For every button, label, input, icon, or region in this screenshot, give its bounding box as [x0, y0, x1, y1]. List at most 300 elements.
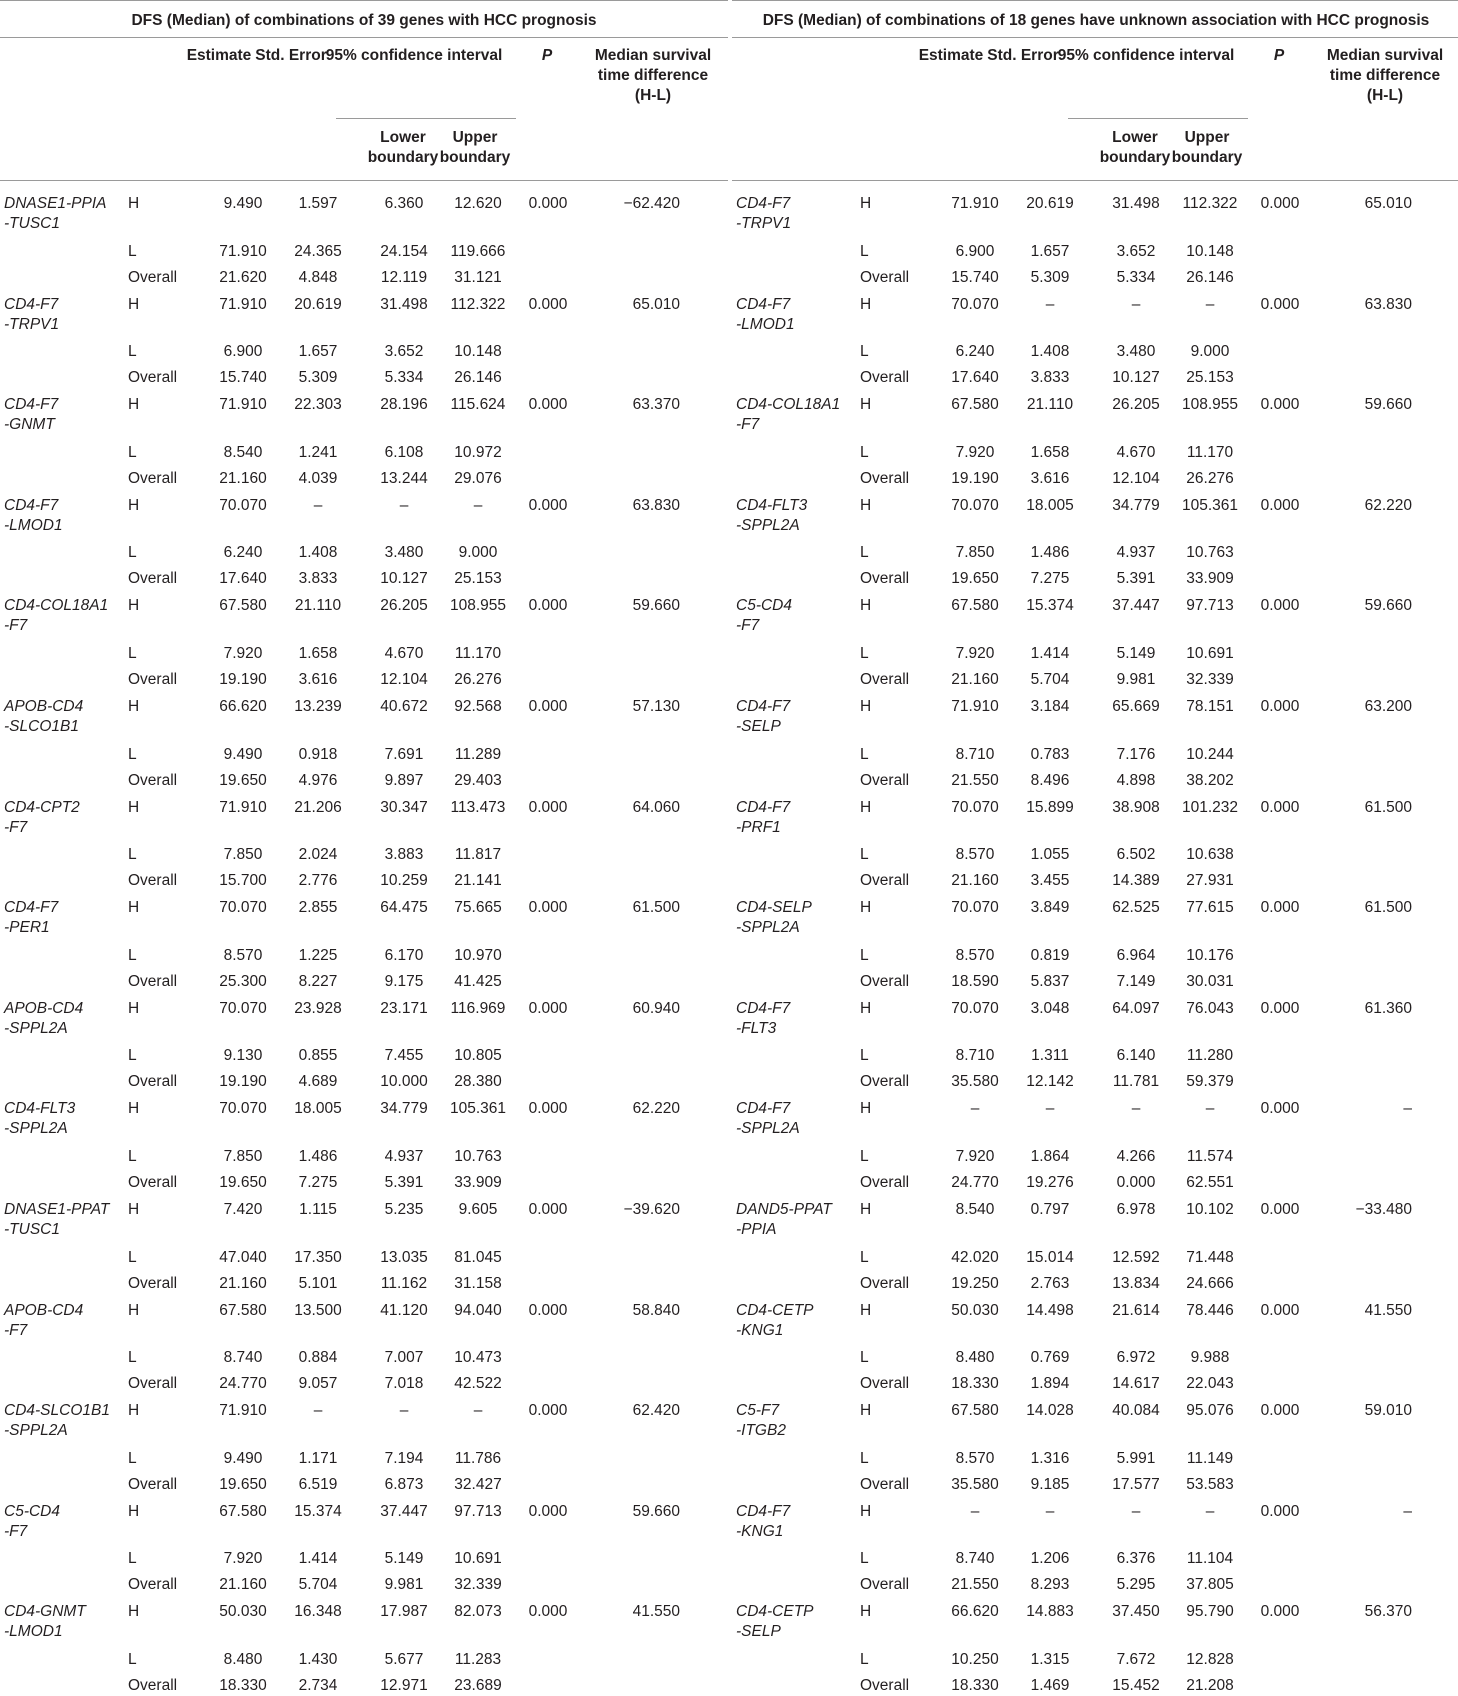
ci-upper-value: 9.605 — [458, 1201, 498, 1218]
p-value: 0.000 — [528, 1502, 568, 1520]
gene-combination: -SPPL2A — [736, 1120, 800, 1138]
group-label: Overall — [860, 570, 910, 588]
ci-lower-value: 4.898 — [1116, 771, 1156, 789]
ci-lower-value: 7.672 — [1116, 1650, 1156, 1668]
group-label: H — [860, 195, 872, 212]
std-error-value: 4.848 — [298, 268, 338, 286]
header-divider — [732, 180, 1458, 181]
estimate-value: 19.650 — [219, 771, 267, 789]
ci-lower-value: 5.149 — [1116, 644, 1156, 662]
gene-combination: APOB-CD4 — [4, 999, 84, 1017]
ci-upper-value: 11.170 — [1186, 443, 1234, 461]
estimate-value: 24.770 — [951, 1173, 999, 1191]
ci-upper-value: 9.000 — [458, 544, 498, 562]
median-diff: 59.660 — [632, 597, 680, 615]
group-label: H — [860, 1201, 872, 1218]
ci-lower-value: 15.452 — [1112, 1676, 1160, 1694]
std-error-value: 5.837 — [1030, 972, 1070, 990]
ci-lower-value: 9.897 — [384, 771, 424, 789]
p-value: 0.000 — [528, 496, 568, 514]
std-error-value: 2.776 — [298, 872, 338, 890]
estimate-value: 24.770 — [219, 1375, 267, 1393]
gene-combination: -TUSC1 — [4, 215, 60, 232]
ci-upper-value: 10.176 — [1186, 946, 1234, 964]
estimate-value: 21.160 — [951, 872, 999, 890]
group-label: Overall — [128, 1475, 178, 1493]
std-error-value: – — [1045, 295, 1055, 313]
std-error-value: 3.048 — [1030, 999, 1070, 1017]
estimate-value: 21.160 — [219, 469, 267, 487]
ci-lower-value: 17.987 — [380, 1603, 428, 1621]
ci-lower-value: 3.480 — [1116, 343, 1156, 361]
std-error-value: 1.894 — [1030, 1375, 1070, 1393]
ci-lower-value: 5.334 — [1116, 268, 1156, 286]
ci-lower-value: 40.672 — [380, 698, 428, 715]
gene-combination: CD4-F7 — [4, 396, 59, 414]
ci-lower-value: 17.577 — [1112, 1475, 1160, 1493]
group-label: L — [128, 846, 137, 864]
p-value: 0.000 — [1260, 597, 1300, 615]
group-label: L — [860, 946, 869, 964]
gene-combination: C5-F7 — [736, 1402, 780, 1420]
ci-upper-value: 10.972 — [454, 443, 502, 461]
ci-lower-value: 5.235 — [384, 1201, 424, 1218]
p-value: 0.000 — [1260, 698, 1300, 715]
header-median-diff: Median survival — [1326, 47, 1444, 64]
group-label: L — [860, 1047, 869, 1065]
std-error-value: 1.597 — [298, 195, 338, 212]
estimate-value: 50.030 — [951, 1301, 999, 1319]
std-error-value: – — [1045, 1502, 1055, 1520]
std-error-value: 8.496 — [1030, 771, 1070, 789]
estimate-value: 70.070 — [951, 899, 999, 917]
group-label: H — [128, 1301, 140, 1319]
estimate-value: 7.920 — [223, 644, 263, 662]
ci-lower-value: 5.295 — [1116, 1576, 1156, 1594]
p-value: 0.000 — [528, 1603, 568, 1621]
estimate-value: 19.190 — [219, 670, 267, 688]
ci-upper-value: 32.339 — [1186, 670, 1234, 688]
std-error-value: 14.498 — [1026, 1301, 1074, 1319]
ci-upper-value: 10.970 — [454, 946, 502, 964]
median-diff: – — [1403, 1502, 1412, 1520]
estimate-value: 7.920 — [955, 1147, 995, 1165]
ci-upper-value: 30.031 — [1186, 972, 1234, 990]
group-label: L — [860, 745, 869, 763]
gene-combination: -F7 — [4, 1321, 28, 1339]
group-label: L — [860, 1248, 869, 1266]
gene-combination: -TRPV1 — [736, 215, 792, 232]
estimate-value: 67.580 — [219, 1502, 267, 1520]
std-error-value: 7.275 — [298, 1173, 338, 1191]
header-lower: Lower — [1112, 129, 1158, 146]
ci-upper-value: 22.043 — [1186, 1375, 1234, 1393]
median-diff: 61.500 — [1364, 899, 1412, 917]
std-error-value: 1.430 — [298, 1650, 338, 1668]
median-diff: 58.840 — [632, 1301, 680, 1319]
std-error-value: 1.658 — [1030, 443, 1070, 461]
header-ci: 95% confidence interval — [1057, 47, 1235, 64]
ci-lower-value: 6.978 — [1116, 1201, 1156, 1218]
median-diff: 59.010 — [1364, 1402, 1412, 1420]
median-diff: 63.830 — [1364, 295, 1412, 313]
gene-combination: CD4-F7 — [4, 295, 59, 313]
median-diff: 63.370 — [632, 396, 680, 414]
p-value: 0.000 — [528, 999, 568, 1017]
header-median-diff: time difference — [597, 67, 709, 84]
ci-lower-value: 4.937 — [1116, 544, 1156, 562]
ci-upper-value: 25.153 — [1186, 369, 1234, 387]
group-label: H — [860, 899, 872, 917]
ci-lower-value: 11.781 — [1112, 1073, 1160, 1091]
estimate-value: 8.540 — [223, 443, 263, 461]
estimate-value: 21.550 — [951, 771, 999, 789]
estimate-value: 67.580 — [951, 597, 999, 615]
ci-lower-value: 23.171 — [380, 999, 428, 1017]
group-label: H — [860, 999, 872, 1017]
gene-combination: -SPPL2A — [4, 1120, 68, 1138]
estimate-value: 21.160 — [219, 1576, 267, 1594]
p-value: 0.000 — [1260, 999, 1300, 1017]
ci-upper-value: 27.931 — [1186, 872, 1234, 890]
estimate-value: 9.490 — [223, 195, 263, 212]
std-error-value: 14.028 — [1026, 1402, 1074, 1420]
ci-upper-value: 62.551 — [1186, 1173, 1234, 1191]
std-error-value: 3.833 — [298, 570, 338, 588]
std-error-value: 1.408 — [298, 544, 338, 562]
median-diff: 61.500 — [632, 899, 680, 917]
gene-combination: -SELP — [736, 1623, 781, 1641]
ci-lower-value: 37.450 — [1112, 1603, 1160, 1621]
median-diff: 59.660 — [1364, 597, 1412, 615]
ci-lower-value: 37.447 — [1112, 597, 1160, 615]
estimate-value: 71.910 — [219, 396, 267, 414]
std-error-value: 3.616 — [1030, 469, 1070, 487]
group-label: H — [860, 396, 872, 414]
estimate-value: 8.710 — [955, 745, 995, 763]
ci-upper-value: 11.149 — [1186, 1449, 1234, 1467]
gene-combination: -PRF1 — [736, 818, 781, 836]
ci-upper-value: 24.666 — [1186, 1274, 1234, 1292]
group-label: Overall — [128, 972, 178, 990]
ci-lower-value: 6.140 — [1116, 1047, 1156, 1065]
gene-combination: -F7 — [4, 1522, 28, 1540]
group-label: Overall — [128, 1073, 178, 1091]
header-lower: Lower — [380, 129, 426, 146]
ci-upper-value: 116.969 — [450, 999, 506, 1017]
ci-upper-value: 31.121 — [454, 268, 502, 286]
ci-upper-value: 26.146 — [1186, 268, 1234, 286]
estimate-value: 19.650 — [951, 570, 999, 588]
ci-lower-value: 7.018 — [384, 1375, 424, 1393]
std-error-value: 6.519 — [298, 1475, 338, 1493]
std-error-value: 1.315 — [1030, 1650, 1070, 1668]
median-diff: 65.010 — [1364, 195, 1412, 212]
ci-upper-value: 11.817 — [454, 846, 502, 864]
ci-lower-value: 10.000 — [380, 1073, 428, 1091]
median-diff: 59.660 — [632, 1502, 680, 1520]
ci-upper-value: 10.148 — [1186, 242, 1234, 260]
ci-lower-value: 34.779 — [380, 1100, 428, 1118]
ci-lower-value: 6.170 — [384, 946, 424, 964]
estimate-value: 10.250 — [951, 1650, 999, 1668]
ci-lower-value: 6.376 — [1116, 1550, 1156, 1568]
median-diff: 41.550 — [632, 1603, 680, 1621]
estimate-value: 35.580 — [951, 1073, 999, 1091]
group-label: Overall — [128, 771, 178, 789]
group-label: L — [128, 1248, 137, 1266]
p-value: 0.000 — [528, 396, 568, 414]
std-error-value: 2.734 — [298, 1676, 338, 1694]
group-label: H — [860, 1603, 872, 1621]
ci-lower-value: 6.502 — [1116, 846, 1156, 864]
group-label: Overall — [860, 872, 910, 890]
median-diff: 60.940 — [632, 999, 680, 1017]
ci-lower-value: 9.175 — [384, 972, 424, 990]
ci-upper-value: 9.000 — [1190, 343, 1230, 361]
std-error-value: 1.055 — [1030, 846, 1070, 864]
estimate-value: 71.910 — [219, 798, 267, 816]
std-error-value: 1.206 — [1030, 1550, 1070, 1568]
gene-combination: CD4-F7 — [4, 496, 59, 514]
group-label: H — [128, 195, 140, 212]
estimate-value: 18.330 — [951, 1375, 999, 1393]
gene-combination: -SLCO1B1 — [4, 718, 79, 735]
group-label: H — [128, 1603, 140, 1621]
std-error-value: 1.657 — [1030, 242, 1070, 260]
ci-upper-value: 97.713 — [454, 1502, 502, 1520]
group-label: Overall — [128, 1173, 178, 1191]
estimate-value: 25.300 — [219, 972, 267, 990]
ci-upper-value: 108.955 — [1181, 396, 1239, 414]
ci-upper-value: 11.283 — [454, 1650, 502, 1668]
group-label: Overall — [128, 268, 178, 286]
group-label: Overall — [128, 670, 178, 688]
std-error-value: 0.769 — [1030, 1349, 1070, 1367]
ci-upper-value: 11.574 — [1186, 1147, 1234, 1165]
group-label: Overall — [128, 1274, 178, 1292]
ci-lower-value: 5.991 — [1116, 1449, 1156, 1467]
ci-upper-value: 11.280 — [1186, 1047, 1234, 1065]
std-error-value: – — [1045, 1100, 1055, 1118]
estimate-value: 47.040 — [219, 1248, 267, 1266]
header-median-diff: Median survival — [594, 47, 712, 64]
group-label: Overall — [860, 1375, 910, 1393]
ci-upper-value: 95.790 — [1186, 1603, 1234, 1621]
estimate-value: 70.070 — [219, 999, 267, 1017]
ci-lower-value: 12.104 — [380, 670, 428, 688]
gene-combination: C5-CD4 — [4, 1502, 60, 1520]
ci-upper-value: 26.146 — [454, 369, 502, 387]
gene-combination: CD4-F7 — [736, 698, 791, 715]
p-value: 0.000 — [1260, 1603, 1300, 1621]
group-label: L — [860, 443, 869, 461]
median-diff: 56.370 — [1364, 1603, 1412, 1621]
ci-lower-value: 6.972 — [1116, 1349, 1156, 1367]
estimate-value: 9.490 — [223, 1449, 263, 1467]
std-error-value: 5.309 — [298, 369, 338, 387]
estimate-value: 35.580 — [951, 1475, 999, 1493]
group-label: L — [860, 1650, 869, 1668]
std-error-value: 1.657 — [298, 343, 338, 361]
group-label: L — [860, 1550, 869, 1568]
ci-lower-value: 10.127 — [1112, 369, 1160, 387]
ci-lower-value: 6.964 — [1116, 946, 1156, 964]
gene-combination: CD4-F7 — [736, 1100, 791, 1118]
ci-upper-value: 115.624 — [450, 396, 506, 414]
ci-upper-value: 33.909 — [1186, 570, 1234, 588]
gene-combination: -F7 — [4, 617, 28, 635]
ci-lower-value: 34.779 — [1112, 496, 1160, 514]
p-value: 0.000 — [528, 798, 568, 816]
gene-combination: -TRPV1 — [4, 315, 60, 333]
gene-combination: -SPPL2A — [736, 919, 800, 937]
ci-lower-value: – — [399, 496, 409, 514]
group-label: L — [128, 1047, 137, 1065]
gene-combination: CD4-CPT2 — [4, 798, 80, 816]
group-label: L — [128, 1550, 137, 1568]
ci-upper-value: 76.043 — [1186, 999, 1234, 1017]
ci-upper-value: 42.522 — [454, 1375, 502, 1393]
estimate-value: 70.070 — [219, 496, 267, 514]
median-diff: 63.830 — [632, 496, 680, 514]
estimate-value: 71.910 — [951, 195, 999, 212]
ci-upper-value: 9.988 — [1190, 1349, 1230, 1367]
ci-upper-value: 112.322 — [450, 295, 506, 313]
gene-combination: -F7 — [736, 416, 760, 434]
std-error-value: 0.855 — [298, 1047, 338, 1065]
ci-lower-value: – — [399, 1402, 409, 1420]
ci-lower-value: 4.937 — [384, 1147, 424, 1165]
p-value: 0.000 — [1260, 1502, 1300, 1520]
std-error-value: 9.057 — [298, 1375, 338, 1393]
p-value: 0.000 — [1260, 1201, 1300, 1218]
group-label: Overall — [128, 1676, 178, 1694]
std-error-value: 1.311 — [1031, 1047, 1069, 1065]
group-label: H — [860, 496, 872, 514]
ci-upper-value: 29.076 — [454, 469, 502, 487]
gene-combination: -LMOD1 — [4, 516, 63, 534]
ci-upper-value: 105.361 — [1181, 496, 1239, 514]
ci-lower-value: 3.883 — [384, 846, 424, 864]
std-error-value: 3.833 — [1030, 369, 1070, 387]
estimate-value: 70.070 — [951, 999, 999, 1017]
median-diff: 63.200 — [1364, 698, 1412, 715]
ci-upper-value: 33.909 — [454, 1173, 502, 1191]
ci-lower-value: 12.971 — [380, 1676, 428, 1694]
ci-upper-value: – — [473, 1402, 483, 1420]
ci-lower-value: 5.677 — [384, 1650, 424, 1668]
ci-upper-value: 105.361 — [449, 1100, 507, 1118]
ci-upper-value: 32.427 — [454, 1475, 502, 1493]
gene-combination: CD4-F7 — [736, 1502, 791, 1520]
estimate-value: 67.580 — [219, 1301, 267, 1319]
estimate-value: 6.240 — [223, 544, 263, 562]
ci-lower-value: 7.691 — [384, 745, 424, 763]
header-median-diff: (H-L) — [1366, 87, 1404, 104]
ci-lower-value: 64.097 — [1112, 999, 1160, 1017]
group-label: Overall — [860, 1676, 910, 1694]
table-title: DFS (Median) of combinations of 18 genes have unknown association with HCC prognosis — [732, 0, 1458, 38]
ci-lower-value: 62.525 — [1112, 899, 1160, 917]
estimate-value: 7.920 — [955, 644, 995, 662]
group-label: H — [860, 698, 872, 715]
std-error-value: 15.014 — [1026, 1248, 1074, 1266]
std-error-value: 1.316 — [1030, 1449, 1070, 1467]
estimate-value: 19.250 — [951, 1274, 999, 1292]
std-error-value: 5.101 — [298, 1274, 338, 1292]
p-value: 0.000 — [528, 899, 568, 917]
estimate-value: 71.910 — [219, 295, 267, 313]
median-diff: 62.220 — [1364, 496, 1412, 514]
estimate-value: 70.070 — [219, 899, 267, 917]
gene-combination: -GNMT — [4, 416, 55, 434]
gene-combination: -TUSC1 — [4, 1221, 60, 1238]
group-label: H — [128, 496, 140, 514]
ci-upper-value: 75.665 — [454, 899, 502, 917]
header-p: P — [541, 47, 553, 64]
std-error-value: 20.619 — [1026, 195, 1074, 212]
std-error-value: 1.225 — [298, 946, 338, 964]
group-label: H — [128, 899, 140, 917]
ci-upper-value: 10.473 — [454, 1349, 502, 1367]
estimate-value: 8.570 — [955, 946, 995, 964]
std-error-value: 4.039 — [298, 469, 338, 487]
group-label: H — [860, 1502, 872, 1520]
group-label: Overall — [860, 1173, 910, 1191]
ci-lower-value: 64.475 — [380, 899, 428, 917]
std-error-value: 13.500 — [294, 1301, 342, 1319]
p-value: 0.000 — [1260, 295, 1300, 313]
std-error-value: 1.171 — [298, 1449, 338, 1467]
ci-lower-value: 5.149 — [384, 1550, 424, 1568]
std-error-value: 5.704 — [298, 1576, 338, 1594]
estimate-value: 8.740 — [955, 1550, 995, 1568]
group-label: L — [860, 1449, 869, 1467]
group-label: H — [128, 999, 140, 1017]
ci-lower-value: 3.480 — [384, 544, 424, 562]
ci-upper-value: 23.689 — [454, 1676, 502, 1694]
group-label: H — [860, 798, 872, 816]
group-label: Overall — [860, 1475, 910, 1493]
ci-upper-value: 11.104 — [1186, 1550, 1234, 1568]
std-error-value: 0.884 — [298, 1349, 338, 1367]
std-error-value: 18.005 — [1026, 496, 1074, 514]
ci-upper-value: 38.202 — [1186, 771, 1234, 789]
group-label: L — [860, 1147, 869, 1165]
ci-upper-value: 26.276 — [454, 670, 502, 688]
group-label: H — [860, 1402, 872, 1420]
gene-combination: CD4-SELP — [736, 899, 812, 917]
std-error-value: 14.883 — [1026, 1603, 1074, 1621]
group-label: L — [128, 343, 137, 361]
median-diff: 61.360 — [1364, 999, 1412, 1017]
gene-combination: CD4-SLCO1B1 — [4, 1402, 110, 1420]
p-value: 0.000 — [1260, 1100, 1300, 1118]
gene-combination: -LMOD1 — [736, 315, 795, 333]
group-label: L — [860, 846, 869, 864]
std-error-value: 1.658 — [298, 644, 338, 662]
std-error-value: 3.616 — [298, 670, 338, 688]
ci-upper-value: 53.583 — [1186, 1475, 1234, 1493]
gene-combination: CD4-COL18A1 — [4, 597, 109, 615]
group-label: Overall — [128, 469, 178, 487]
std-error-value: 16.348 — [294, 1603, 342, 1621]
std-error-value: 0.918 — [298, 745, 338, 763]
ci-upper-value: – — [473, 496, 483, 514]
ci-lower-value: – — [1131, 1502, 1141, 1520]
group-label: Overall — [128, 872, 178, 890]
